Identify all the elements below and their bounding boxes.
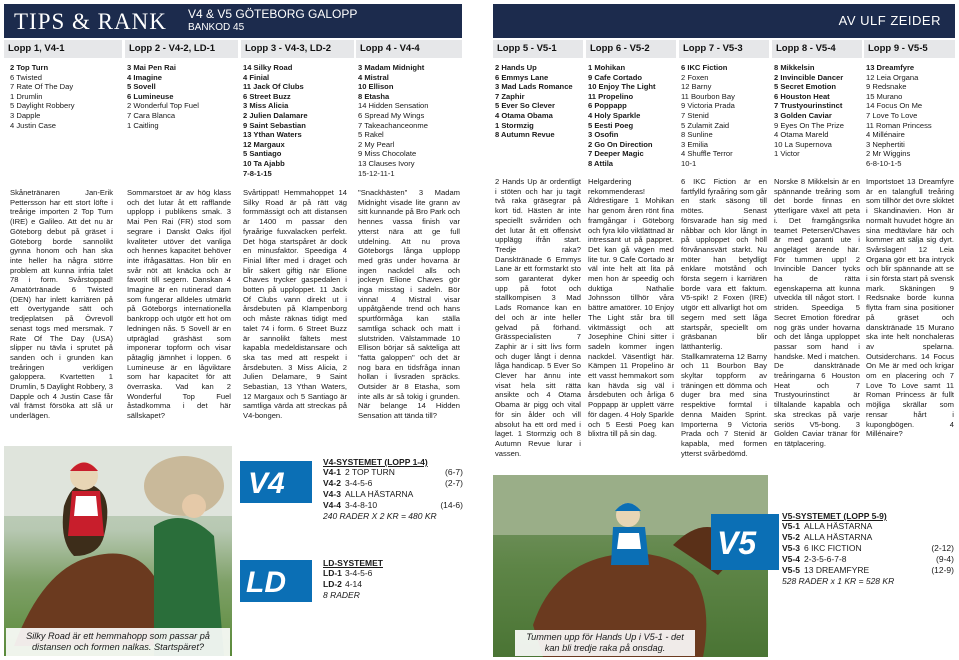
pick-item: 7 Takeachanceonme [358,120,428,130]
pick-item: 5 Daylight Robbery [10,101,75,111]
author-byline: AV ULF ZEIDER [838,13,941,28]
system-row-picks: 6 IKC FICTION [804,543,862,553]
article-text: Importstoet 13 Dreamfyre är en talangfull treåring som tillhör det övre skiktet i Skandinavien. Hon är normalt huvudet högre än sina medtävlare här och kommer att sälja sig dyrt. Svårslagen! 12 Leia Organa gör ett bra intryck och blir spännande att se i sin första start på svensk mark. Skäningen 9 Redsnake borde kunna flytta fram sina positioner på gräset och dansktränade 15 Murano ska inte helt nonchaleras av spelarna. Outsiderchans. 14 Focus On Me är med och krigar om en placering och 7 Love To Love samt 11 Roman Princess är fullt möjliga skrällar som rensar hårt i kupongbögen. 4 Millénaire? [866,177,954,439]
pick-item: 1 Victor [774,149,800,159]
system-row [323,478,463,489]
picks-race-3 [243,63,308,178]
v4-logo-text: V4 [248,467,285,500]
pick-item: 9 Victoria Prada [681,101,735,111]
pick-item: 1 Caitling [127,120,159,130]
pick-item: 1 Mohikan [588,63,626,72]
pick-item: 4 Imagine [127,72,163,82]
picks-race-8 [774,63,844,159]
picks-race-5 [495,63,573,140]
system-row-picks: ALLA HÄSTARNA [345,489,414,499]
system-row [782,543,954,554]
picks-race-9 [866,63,932,169]
pick-item: 13 Dreamfyre [866,63,915,72]
race-header-6: Lopp 6 - V5-2 [586,40,676,58]
article-text: Helgardering rekommenderas! Äldrestigare 1 Mohikan har genom åren rönt fina framgångar i Göteborg och fyra kilo viktlättnad är intressant ut på pappret. Det kan gå vägen med lite tur. 9 Cafe Cortado är väl inte helt att lita på men hon är speedig och duktiga Nathalie Johnsson tillhör våra bättre amatörer. 10 Enjoy The Light står bra till viktmässigt och att Josephine Chini sitter i sadeln kommer ingen nackdel. Väsentligt här. Kämpen 11 Propelino är ett vasst hemmakort som kan hävda sig väl i årsdebuten och årliga 6 Poppapp är upplett värre för dagen. 4 Holy Sparkle och 5 Eesti Poeg kan blixtra till på sin dag. [588,177,674,439]
photo-silky-road [4,446,232,656]
article-race-6 [588,177,674,467]
pick-item: 4 Mistral [358,72,389,82]
ld-logo [240,560,312,602]
v5-rows [782,521,954,576]
pick-item: 6 Emmys Lane [495,72,549,82]
pick-item: 10 La Supernova [774,139,832,149]
brand-title: TIPS & RANK [14,9,167,34]
article-text: Skånetränaren Jan-Erik Pettersson har ett stort löfte i treårige importen 2 Top Turn (IRE) e Galileo. Att det nu är Göteborg debut på gräset i Göteborg borde sannolikt gynna honom och han ska inte heller ha några större problem att kunna infria talet 78 i form. Svårstoppad! Amatörtränade 6 Twisted (DEN) har inlett karriären på ett övertygande sätt och tredjeplatsen på Övrevoll senast togs med mersmak. 7 Rate Of The Day (USA) slipper nu tävla i sprutet på sanden och i grunden kan treåringen verkligen galoppera. Kvartetten 1 Drumlin, 5 Daylight Robbery, 3 Dapple och 4 Justin Case får väl främst försöka att slå ur underlägen. [10,188,113,421]
pick-item: 3 Madam Midnight [358,63,425,72]
pick-item: 3 Mad Lads Romance [495,82,573,92]
pick-item: 8 Sunline [681,130,713,140]
header-subtitle [188,8,357,34]
pick-item: 5 Rakel [358,130,384,140]
article-race-1 [10,188,113,438]
pick-item: 10 Enjoy The Light [588,82,656,92]
article-race-4 [358,188,460,438]
pick-item: 5 Zulamit Zaid [681,120,730,130]
system-row-label: V5-2 [782,532,800,542]
picks-race-6 [588,63,656,169]
race-header-5: Lopp 5 - V5-1 [493,40,583,58]
pick-item: 3 Miss Alicia [243,101,289,111]
pick-item: 6 Twisted [10,72,42,82]
pick-item: 3 Dapple [10,110,41,120]
system-row [323,489,463,500]
ld-cost: 8 RADER [323,590,360,600]
pick-item: 8 Attila [588,158,614,168]
system-row [782,521,954,532]
v4-rows [323,467,463,511]
pick-item: 2 My Pearl [358,139,395,149]
pick-item: 2 Go On Direction [588,139,653,149]
caption-right: Tummen upp för Hands Up i V5-1 - det kan bli tredje raka på onsdag. [515,630,695,656]
pick-item: 9 Miss Chocolate [358,149,417,159]
system-row [782,532,954,543]
race-header-2: Lopp 2 - V4-2, LD-1 [125,40,238,58]
system-row-reserves: (2-7) [445,478,463,488]
pick-item: 4 Otama Obama [495,110,553,120]
race-header-3: Lopp 3 - V4-3, LD-2 [241,40,354,58]
system-row-reserves: (12-9) [931,565,954,575]
pick-item: 1 Drumlin [10,91,43,101]
pick-item: 4 Holy Sparkle [588,110,641,120]
ld-rows [323,568,463,590]
pick-item: 11 Propelino [588,91,634,101]
pick-item: 15 Murano [866,91,903,101]
horse-jockey-image [4,446,232,656]
pick-item: 15-12-11-1 [358,168,395,178]
system-row-picks: 2 TOP TURN [345,467,395,477]
pick-item: 5 Eesti Poeg [588,120,634,130]
v4-system [323,457,463,521]
article-text: Sommarstoet är av hög klass och det lutar åt ett rafflande upplopp i publikens smak. 3 Mai Pen Rai (FR) stod som segrare i Danskt Oaks ifjol kvaliteter utöver det vanliga och hennes kapacitet behöver inte ifrågasättas. Hon blir en svår nöt att knäcka och är favorit till segern. Danskan 4 Imagine är en rutinerad dam som fungerar alldeles utmärkt på Göteborgs internationella bankropp och utgör ett hot om ledningen nås. 5 Sovell är en utpräglad gräshäst som imponerar topform och visar påtaglig jämnhet i loppen. 6 Lumineuse är en lågviktare som har kapacitet för att överraska. Vad kan 2 Wonderful Top Fuel åstadkomma i det här sällskapet? [127,188,231,421]
pick-item: 13 Clauses Ivory [358,158,415,168]
article-race-3 [243,188,347,438]
pick-item: 9 Cafe Cortado [588,72,643,82]
system-row-label: V4-2 [323,478,341,488]
system-row-picks: 3-4-5-6 [345,568,373,578]
pick-item: 3 Osofin [588,130,619,140]
caption-left: Silky Road är ett hemmahopp som passar på distansen och formen nalkas. Startspäret? [6,628,230,656]
article-text: 2 Hands Up är ordentligt i stöten och har ju tagit två raka gräsegrar på kort tid. Hästen är inte speciellt svårriden och det lutar åt ett offensivt upplägg ifrån start. Tredje raka? Dansktränade 6 Emmys Lane är ett formstarkt sto som garanterat dyker upp på fotot och stallkompisen 3 Mad Lads Romance kan en del och är inte heller gelvad på förhand. Grässpecialisten 7 Zaphir är i sitt livs form och duger långt i denna låga handicap. 5 Ever So Clever har ännu inte visat hela sitt rätta ansikte och 4 Otama Obama är pigg och vital för sin ålder och vill absolut ha ett ord med i laget. 1 Stormzig och 8 Autumn Revue lurar i vassen. [495,177,581,458]
pick-item: 4 Otama Mareld [774,130,829,140]
pick-item: 6-8-10-1-5 [866,158,902,168]
system-row-reserves: (2-12) [931,543,954,553]
system-row-picks: 2-3-5-6-7-8 [804,554,847,564]
pick-item: 12 Leia Organa [866,72,919,82]
system-row [323,467,463,478]
pick-item: 3 Emilia [681,139,709,149]
pick-item: 6 Spread My Wings [358,110,425,120]
system-row [782,554,954,565]
v5-logo-text: V5 [717,525,757,561]
pick-item: 5 Secret Emotion [774,82,837,92]
pick-item: 5 Ever So Clever [495,101,555,111]
article-text: 6 IKC Fiction är en fartfylld fyraåring som går en stark säsong till mötes. Senast försvarade han sig med nåbbar och klor långt in på upploppet och höll förvånansvärt starkt. Nu möter han betydligt enklare motstånd och första segern i karriären borde vara ett faktum. V5-spik! 2 Foxen (IRE) utgör ett allvarligt hot om segern med sett låga startspår, speciellt om gräsbanan blir lätthanterlig. Stallkamraterna 12 Barny och 11 Bourbon Bay skyltar toppform av träningen ett dömma och duger bra med sina respektive formtal i denna Maiden Sprint. Importerna 9 Victoria Prada och 7 Stenid är kapabla, med formen ytterst svårbedömd. [681,177,767,458]
picks-race-2 [127,63,199,130]
pick-item: 12 Barny [681,82,712,92]
pick-item: 14 Hidden Sensation [358,101,429,111]
pick-item: 14 Focus On Me [866,101,923,111]
pick-item: 7 Zaphir [495,91,525,101]
pick-item: 11 Roman Princess [866,120,932,130]
system-row-picks: 13 DREAMFYRE [804,565,870,575]
pick-item: 4 Millénaire [866,130,905,140]
pick-item: 5 Santiago [243,149,282,159]
system-row-picks: ALLA HÄSTARNA [804,532,873,542]
pick-item: 4 Finial [243,72,270,82]
system-row-reserves: (6-7) [445,467,463,477]
pick-item: 1 Stormzig [495,120,534,130]
pick-item: 9 Redsnake [866,82,907,92]
article-race-7 [681,177,767,467]
system-row-label: V5-1 [782,521,800,531]
system-row-label: V4-4 [323,500,341,510]
article-text: Norske 8 Mikkelsin är en spännande treåring som det borde finnas en ytterligare växel att peta i. Det framgångsrika teamet Petersen/Chaves är med garanti ute i angeläget ärende här. För tummen upp! 2 Invincible Dancer tycks ha de rätta egenskaperna att kunna utveckla till något stort. I striden. Speediga 5 Secret Emotion föredrar nog gräs under hovarna och det långa upploppet passar som hand i handske. Med i matchen. De dansktränade treåringarna 6 Houston Heat och 7 Trustyourinstinct är tilltalande kapabla och ska streckas på varje seriös V5-bong. 3 Golden Caviar tränar för en tätplacering. [774,177,860,448]
race-header-1: Lopp 1, V4-1 [4,40,122,58]
pick-item: 7 Trustyourinstinct [774,101,843,111]
system-row-reserves: (9-4) [936,554,954,564]
system-row-reserves: (14-6) [440,500,463,510]
pick-item: 4 Shuffle Terror [681,149,733,159]
system-row-label: V5-3 [782,543,800,553]
pick-item: 11 Bourbon Bay [681,91,735,101]
pick-item: 12 Margaux [243,139,285,149]
pick-item: 6 Street Buzz [243,91,291,101]
system-row-label: V4-3 [323,489,341,499]
pick-item: 8 Etasha [358,91,390,101]
system-row-label: LD-2 [323,579,342,589]
pick-item: 10 Ta Ajabb [243,158,285,168]
ld-system [323,558,463,600]
v5-system [782,511,954,586]
v5-logo [711,514,779,570]
pick-item: 7 Stenid [681,110,709,120]
ld-logo-text: LD [246,566,286,599]
pick-item: 6 Lumineuse [127,91,174,101]
pick-item: 3 Nephertiti [866,139,905,149]
pick-item: 6 Houston Heat [774,91,830,101]
ld-system-title: LD-SYSTEMET [323,558,383,568]
v4-cost: 240 RADER X 2 KR = 480 KR [323,511,437,521]
system-row [323,500,463,511]
pick-item: 3 Golden Caviar [774,110,832,120]
header-left-bar [4,4,462,38]
system-row [323,568,463,579]
pick-item: 7 Love To Love [866,110,918,120]
v5-system-title: V5-SYSTEMET (LOPP 5-9) [782,511,887,521]
article-race-9 [866,177,954,467]
race-header-7: Lopp 7 - V5-3 [679,40,769,58]
article-race-8 [774,177,860,467]
system-row-label: V4-1 [323,467,341,477]
pick-item: 6 Poppapp [588,101,627,111]
pick-item: 13 Ythan Waters [243,130,302,140]
system-row [782,565,954,576]
bankod-line: BANKOD 45 [188,22,245,33]
v5-cost: 528 RADER x 1 KR = 528 KR [782,576,895,586]
system-row-picks: 4-14 [345,579,363,589]
pick-item: 10 Ellison [358,82,394,92]
v4-system-title: V4-SYSTEMET (LOPP 1-4) [323,457,428,467]
system-row [323,579,463,590]
pick-item: 2 Mr Wiggins [866,149,911,159]
article-text: "Snackhästen" 3 Madam Midnight visade lite grann av sitt kunnande på Bro Park och hennes vassa finish var ytterst nära att ge full utdelning. Att nu prova Göteborgs långa upplopp med gräs under hovarna är ingen nackdel alls och jockeyn Elione Chaves gör inga misstag i sadeln. Bör vinna! 4 Mistral visar uppåtgående trend och hans spurtförmåga kan ställa samtliga schack och matt i slutstriden. Välstammade 10 Ellison börjar så sakteliga att "fatta galoppen" och det är nog bara en tidsfråga innan hollan i livsraden spräcks. Outsider är 8 Etasha, som inte alls är så tokig i grunden. När belange 14 Hidden Sensation att tända till? [358,188,460,421]
pick-item: 7-8-1-15 [243,168,272,178]
pick-item: 4 Justin Case [10,120,57,130]
race-header-4: Lopp 4 - V4-4 [356,40,462,58]
pick-item: 7 Deeper Magic [588,149,644,159]
article-race-5 [495,177,581,467]
v4-logo [240,461,312,503]
picks-race-7 [681,63,735,169]
system-row-picks: ALLA HÄSTARNA [804,521,873,531]
pick-item: 8 Autumn Revue [495,130,555,140]
pick-item: 10-1 [681,158,697,168]
race-header-9: Lopp 9 - V5-5 [864,40,955,58]
article-text: Svårtippat! Hemmahoppet 14 Silky Road är på rätt väg formmässigt och att distansen är 1400 m passar den fyraårige fuxvalacken perfekt. Det höga startspåret är dock en minusfaktor. Speediga 4 Finial lifter med i draget och blir säkert giftig när Elione Chaves trycker gaspedalen i botten på upploppet. 11 Jack Of Clubs vann direkt ut i årsdebuten på Klampenborg och måste räknas tidigt med talet 74 i form. 6 Street Buzz är sannolikt fältets mest kapabla medeldistansare och ska tas med att respekt i årsdebuten. 3 Miss Alicia, 2 Julien Delamare, 9 Saint Sebastian, 13 Ythan Waters, 12 Margaux och 5 Santiago är samtliga värda att streckas på V4-bongen. [243,188,347,421]
pick-item: 7 Cara Blanca [127,110,176,120]
picks-race-4 [358,63,429,178]
pick-item: 2 Foxen [681,72,709,82]
race-header-8: Lopp 8 - V5-4 [772,40,862,58]
system-row-label: V5-5 [782,565,800,575]
pick-item: 2 Wonderful Top Fuel [127,101,199,111]
pick-item: 5 Sovell [127,82,156,92]
system-row-label: LD-1 [323,568,342,578]
pick-item: 3 Mai Pen Rai [127,63,176,72]
pick-item: 2 Top Turn [10,63,49,72]
pick-item: 2 Julien Dalamare [243,110,308,120]
header-right-bar [493,4,955,38]
pick-item: 2 Invincible Dancer [774,72,844,82]
system-row-label: V5-4 [782,554,800,564]
system-row-picks: 3-4-5-6 [345,478,373,488]
pick-item: 11 Jack Of Clubs [243,82,304,92]
system-row-picks: 3-4-8-10 [345,500,378,510]
subtitle-line: V4 & V5 GÖTEBORG GALOPP [188,7,358,21]
article-race-2 [127,188,231,438]
pick-item: 9 Saint Sebastian [243,120,306,130]
pick-item: 7 Rate Of The Day [10,82,74,92]
pick-item: 6 IKC Fiction [681,63,728,72]
pick-item: 8 Mikkelsin [774,63,815,72]
pick-item: 9 Eyes On The Prize [774,120,844,130]
picks-race-1 [10,63,75,130]
pick-item: 14 Silky Road [243,63,293,72]
pick-item: 2 Hands Up [495,63,537,72]
